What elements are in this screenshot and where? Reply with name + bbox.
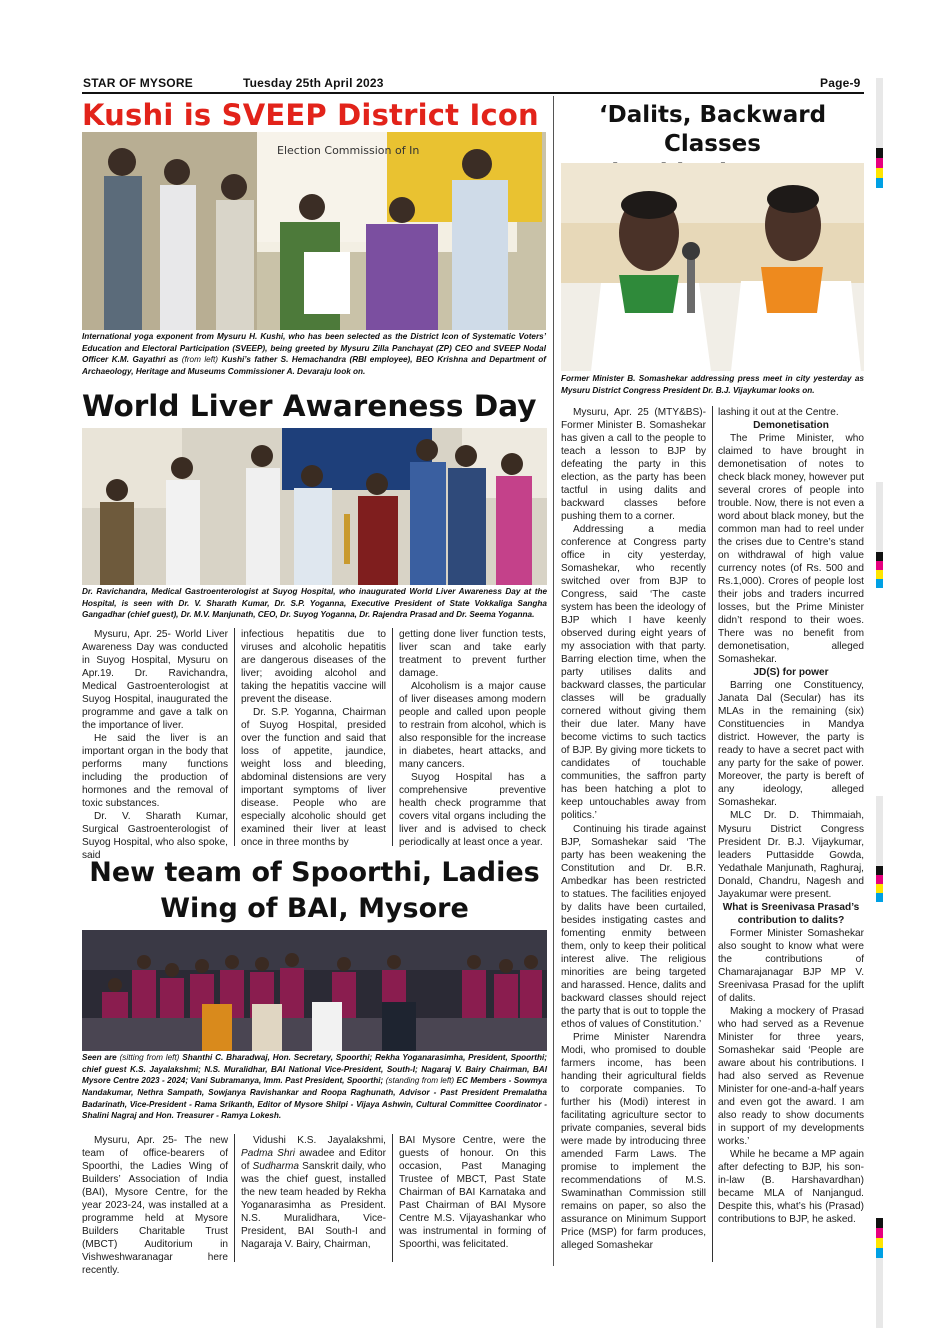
liver-rule-2 [392, 628, 393, 846]
photo-liver [82, 428, 547, 585]
subhead-prasad: What is Sreenivasa Prasad’s contribution to dalits? [722, 901, 860, 926]
liver-column-2 [241, 628, 386, 849]
liver-column-1 [82, 628, 228, 862]
registration-mark-top [876, 78, 883, 188]
subhead-jds: JD(S) for power [753, 667, 829, 679]
spoorthi-col2-a: Vidushi K.S. Jayalakshmi, [253, 1135, 386, 1146]
liver-col1-p2: He said the liver is an important organ in the body that performs many functions including the production of hormones and the removal of toxic substances. [82, 733, 228, 810]
spoorthi-rule-1 [234, 1134, 235, 1262]
spoorthi-col2-p1 [241, 1134, 386, 1251]
photo-liver-image [82, 428, 547, 585]
liver-col2-p2: Dr. S.P. Yoganna, Chairman of Suyog Hospital, presided over the function and said that loss of appetite, jaundice, weight loss and bleeding, abdominal distensions are very important symptoms of liver disease. People who are especially alcoholic should get examined their liver at least once in three months by [241, 707, 386, 849]
dalits-rule-1 [712, 406, 713, 1262]
spoorthi-col1-p1: Mysuru, Apr. 25- The new team of office-bearers of Spoorthi, the Ladies Wing of Builders’ Association of India (BAI), Mysore Centre, for the year 2023-24, was installed at a programme held at Mysore Builders Charitable Trust (MBCT) Auditorium in Vishweshwaranagar here recently. [82, 1135, 228, 1277]
caption-kushi-part2: (from left) [181, 355, 219, 365]
spoorthi-column-2 [241, 1134, 386, 1251]
dalits-column-1 [561, 406, 706, 1252]
caption-spoorthi-seen: Seen are [82, 1053, 117, 1062]
liver-col3-p3: Suyog Hospital has a comprehensive preventive health check programme that covers vital organs including the liver and is advised to check periodically at least once a year. [399, 772, 546, 849]
registration-mark-bottom [876, 1218, 883, 1328]
liver-col1-p3: Dr. V. Sharath Kumar, Surgical Gastroenterologist of Suyog Hospital, who also spoke, said [82, 811, 228, 862]
headline-kushi: Kushi is SVEEP District Icon [82, 98, 539, 132]
headline-spoorthi-line2: Wing of BAI, Mysore [160, 893, 469, 924]
paper-name: STAR OF MYSORE [83, 76, 193, 90]
subhead-demonetisation: Demonetisation [753, 420, 829, 432]
page-number: Page-9 [820, 76, 861, 90]
caption-spoorthi-sitting: (sitting from left) [119, 1053, 180, 1062]
caption-spoorthi-rest: EC Members - Sowmya Nandakumar, Nethra Sampath, Sowjanya Ravishankar and Roopa Raghunath, Advisor - Past President Premalatha Badarinath, Vice-President - Rama Srikanth, Editor of Mysore Shilpi - Vijaya Ashwin, Cultural Committee Coordinator - Shalini Nagraj and Hon. Treasurer - Ramya Lokesh. [82, 1076, 548, 1121]
issue-date: Tuesday 25th April 2023 [243, 76, 384, 90]
registration-mark-mid [876, 482, 883, 588]
caption-kushi [82, 331, 546, 378]
headline-liver: World Liver Awareness Day [82, 389, 537, 423]
headline-spoorthi [82, 855, 547, 927]
liver-rule-1 [234, 628, 235, 846]
caption-dalits: Former Minister B. Somashekar addressing press meet in city yesterday as Mysuru District Congress President Dr. B.J. Vijaykumar looks on. [561, 374, 864, 395]
masthead-rule [82, 92, 864, 94]
spoorthi-col2-b: Padma Shri [241, 1148, 296, 1160]
dalits-col1-p3: Continuing his tirade against BJP, Somashekar said ‘The party has been weakening the Constitution and Dr. B.R. Ambedkar has been restricted to statues. The facilities enjoyed by dalits have been curtailed, besides instigating castes and fomenting enmity between them, only to keep their political interest alive. The religious minorities are being targeted and harassed. Hence, dalits and backward classes should reject the party that is out to topple the ethos of values of Constitution.’ [561, 823, 706, 1030]
caption-kushi-part1: International yoga exponent from Mysuru H. Kushi, who has been selected as the District Icon of Systematic Voters’ Education and Electoral Participation (SVEEP), being greeted by Mysuru Zilla Panchayat (ZP) CEO and SVEEP Nodal Officer K.M. Gayathri as [82, 332, 546, 365]
spoorthi-column-3 [399, 1134, 546, 1251]
registration-mark-low [876, 796, 883, 902]
dalits-col2-end1: Former Minister Somashekar also sought to know what were the contributions of Chamarajanagar BJP MP V. Sreenivasa Prasad for the uplift of dalits. [718, 927, 864, 1004]
photo-spoorthi [82, 930, 547, 1051]
dalits-col1-p1: Mysuru, Apr. 25 (MTY&BS)- Former Minister B. Somashekar has given a call to the people to teach a lesson to BJP by defeating the party in this election, as the party has been tactful in using dalits and backward classes before pushing them to a corner. [561, 407, 706, 523]
dalits-col2-end3: While he became a MP again after defecting to BJP, his son-in-law (B. Harshavardhan) became MLA of Nanjangud. Despite this, what’s his (Prasad) contributions to BJP, he asked. [718, 1148, 864, 1225]
headline-dalits-line1: ‘Dalits, Backward Classes [598, 102, 827, 157]
dalits-col2-jds1: Barring one Constituency, Janata Dal (Secular) has its MLAs in the remaining (six) Constituencies in Mandya district. However, the party is ready to have a secret pact with any party for the sake of power. Moreover, the party is bereft of any ideology, alleged Somashekar. [718, 680, 864, 809]
dalits-col2-end2: Making a mockery of Prasad who had served as a Revenue Minister for three years, Somashekar said ‘People are aware about his contributions. I had also served as Revenue Minister for one-and-a-half years and even got the award. I am also ready to show documents in support of my developments works.’ [718, 1005, 864, 1147]
spoorthi-rule-2 [392, 1134, 393, 1262]
photo-kushi [82, 132, 546, 330]
caption-spoorthi-main: Shanthi C. Bharadwaj, Hon. Secretary, Spoorthi; Rekha Yoganarasimha, President, Spoorthi; chief guest K.S. Jayalakshmi; N.S. Muralidhar, BAI National Vice-President, South-I; Nagaraj V. Bairy Chairman, BAI Mysore Centre 2023 - 2024; Vani Subramanya, Imm. Past President, Spoorthi; [82, 1053, 547, 1086]
photo-kushi-image [82, 132, 546, 330]
page-gutter-rule [553, 96, 554, 1266]
dalits-col1-p4: Prime Minister Narendra Modi, who promised to double farmers income, has been handing their agricultural fields to corporate companies. To further his (Modi) interest in facilitating agriculture sector to private companies, several bids were made by introducing three amended Farm Laws. The promise to implement the recommendations of M.S. Swaminathan Commission still remains on paper, so also the assurance on Minimum Support Price (MSP) for farm produces, alleged Somashekar [561, 1031, 706, 1251]
dalits-col2-demon: The Prime Minister, who claimed to have brought in demonetisation of notes to check black money, however put several crores of people into trouble. Now, there is not even a word about black money, but the common man had to reel under the crises due to Centre’s stand on withdrawal of high value currency notes (of Rs. 500 and Rs.1,000). Crores of people lost their jobs and traders incurred losses, but the Prime Minister didn’t respond to their woes. There was no benefit from demonetisation, alleged Somashekar. [718, 433, 864, 666]
liver-column-3 [399, 628, 546, 849]
spoorthi-col2-c: awadee and Editor of [241, 1148, 386, 1173]
liver-col1-p1: Mysuru, Apr. 25- World Liver Awareness Day was conducted in Suyog Hospital, Mysuru on Apr.19. Dr. Ravichandra, Medical Gastroenterologist at Suyog Hospital, inaugurated the programme and gave a talk on the importance of liver. [82, 629, 228, 732]
dalits-column-2 [718, 406, 864, 1226]
caption-liver: Dr. Ravichandra, Medical Gastroenterologist at Suyog Hospital, who inaugurated World Liver Awareness Day at the Hospital, is seen with Dr. V. Sharath Kumar, Dr. S.P. Yoganna, Executive President of State Vokkaliga Sangha Gangadhar (chief guest), Dr. M.V. Manjunath, CEO, Dr. Suyog Yoganna, Dr. Rajendra Prasad and Dr. Seema Yoganna. [82, 587, 547, 620]
dalits-col1-p2: Addressing a media conference at Congress party office in city yesterday, Somashekar, who recently switched over from BJP to Congress, said ‘The caste system has been the ideology of BJP which I have keenly observed during eight years of my association with that party. Barring election time, when the party utilises dalits and backward classes, the particular classes will be gradually cornered without giving them their due later. Many have become victims to such tactics of BJP. By giving more tickets to candidates of touchable communities, the saffron party has been hatching a plot to keep untouchables away from politics.’ [561, 524, 706, 822]
spoorthi-col2-e: Sanskrit daily, who was the chief guest, installed the new team headed by Rekha Yoganarasimha as President. N.S. Muralidhara, Vice-President, BAI South-I and Nagaraja V. Bairy, Chairman, [241, 1161, 386, 1251]
liver-col3-p1: getting done liver function tests, liver scan and take early treatment to prevent further damage. [399, 629, 546, 680]
dalits-col2-jds2: MLC Dr. D. Thimmaiah, Mysuru District Congress President Dr. B.J. Vijaykumar, leaders Puttasidde Gowda, Yedathale Manjunath, Raghuraj, Donald, Chandru, Nagesh and Jayakumar were present. [718, 810, 864, 900]
photo-dalits-image [561, 163, 864, 371]
spoorthi-col3-p1: BAI Mysore Centre, were the guests of honour. On this occasion, Past Managing Trustee of MBCT, Past State Chairman of BAI Karnataka and Past Chairman of BAI Mysore Centre M.S. Vijayashankar who was instrumental in forming of Spoorthi, was felicitated. [399, 1135, 546, 1251]
spoorthi-col2-d: Sudharma [252, 1161, 300, 1173]
photo-banner-text: Election Commission of In [277, 144, 420, 157]
dalits-col2-intro: lashing it out at the Centre. [718, 407, 839, 418]
caption-spoorthi-standing: (standing from left) [385, 1076, 455, 1086]
photo-spoorthi-image [82, 930, 547, 1051]
liver-col2-p1: infectious hepatitis due to viruses and alcoholic hepatitis are dangerous diseases of the liver; avoiding alcohol and taking the hepatitis vaccine will prevent the disease. [241, 629, 386, 706]
spoorthi-column-1 [82, 1134, 228, 1277]
liver-col3-p2: Alcoholism is a major cause of liver diseases among modern people and called upon people to restrain from alcohol, which is also responsible for the increase in diabetes, heart attacks, and many cancers. [399, 681, 546, 771]
caption-kushi-part3: Kushi’s father S. Hemachandra (RBI employee), BEO Krishna and Department of Archaeology, Heritage and Museums Commissioner A. Devaraju look on. [82, 355, 546, 376]
headline-spoorthi-line1: New team of Spoorthi, Ladies [89, 857, 540, 888]
caption-spoorthi [82, 1052, 547, 1122]
photo-dalits [561, 163, 864, 371]
